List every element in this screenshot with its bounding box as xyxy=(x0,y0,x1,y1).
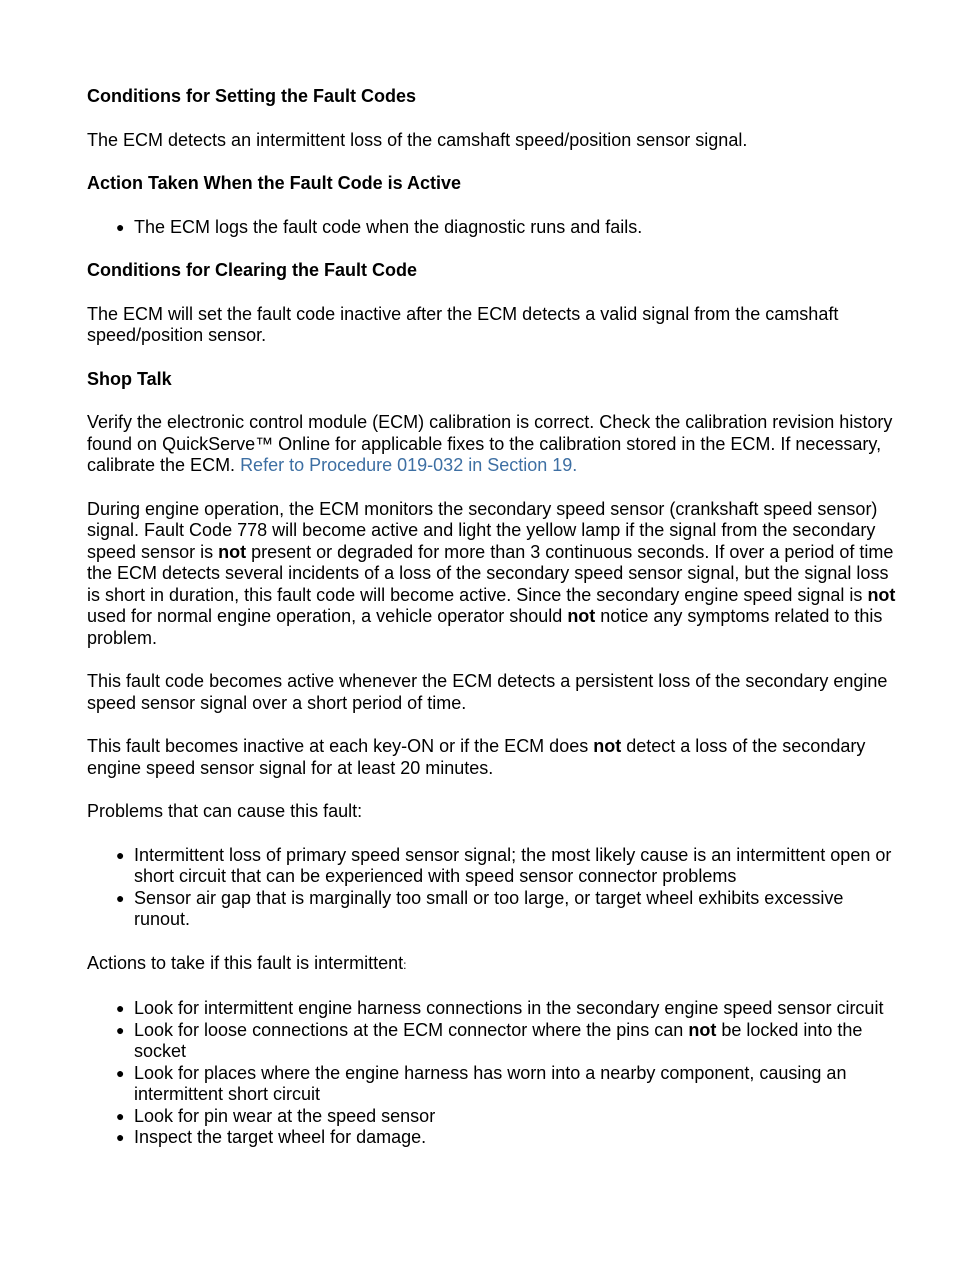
list-item: ● Look for pin wear at the speed sensor xyxy=(116,1105,436,1126)
bullet-icon: ● xyxy=(116,1000,125,1016)
bullet-icon: ● xyxy=(116,1107,125,1124)
bullet-icon: ● xyxy=(116,218,125,235)
emphasis-not: not xyxy=(593,736,622,756)
actions-intro: Actions to take if this fault is intermittent: xyxy=(87,952,407,973)
bullet-icon: ● xyxy=(116,846,125,863)
heading-conditions-clearing: Conditions for Clearing the Fault Code xyxy=(87,260,417,280)
bullet-icon: ● xyxy=(116,1021,125,1038)
shop-talk-paragraph-3: This fault code becomes active whenever the ECM detects a persistent loss of the secondary engine speed sensor signal over a short period of time. xyxy=(87,671,888,713)
procedure-link[interactable]: Refer to Procedure 019-032 in Section 19. xyxy=(240,455,578,475)
bullet-icon: ● xyxy=(116,1129,125,1145)
emphasis-not: not xyxy=(218,541,247,562)
list-item: ● Sensor air gap that is marginally too small or too large, or target wheel exhibits excessive runout. xyxy=(116,887,844,929)
bullet-icon: ● xyxy=(116,1064,125,1081)
conditions-setting-text: The ECM detects an intermittent loss of the camshaft speed/position sensor signal. xyxy=(87,129,748,150)
shop-talk-paragraph-2: During engine operation, the ECM monitors the secondary speed sensor (crankshaft speed sensor) signal. Fault Code 778 will become active and light the yellow lamp if the signal from the secondary speed sensor is not present or degraded for more than 3 continuous seconds. If over a period of time the ECM detects several incidents of a loss of the secondary speed sensor signal, but the signal loss is short in duration, this fault code will become active. Since the secondary engine speed signal is not used for normal engine operation, a vehicle operator should not notice any symptoms related to this problem. xyxy=(87,498,896,648)
emphasis-not: not xyxy=(567,606,596,626)
heading-shop-talk: Shop Talk xyxy=(87,368,172,389)
list-item: ● Look for places where the engine harness has worn into a nearby component, causing an intermittent short circuit xyxy=(116,1062,847,1104)
shop-talk-paragraph-1: Verify the electronic control module (ECM) calibration is correct. Check the calibration revision history found on QuickServe™ Online for applicable fixes to the calibration stored in the ECM. If necessary, calibrate the ECM. Refer to Procedure 019-032 in Section 19. xyxy=(87,412,893,475)
list-item: ● Intermittent loss of primary speed sensor signal; the most likely cause is an intermittent open or short circuit that can be experienced with speed sensor connector problems xyxy=(116,844,892,886)
list-item: ● Look for intermittent engine harness connections in the secondary engine speed sensor circuit xyxy=(116,998,884,1018)
problems-list xyxy=(87,845,897,931)
emphasis-not: not xyxy=(867,584,896,605)
heading-conditions-setting: Conditions for Setting the Fault Codes xyxy=(87,86,416,106)
list-item: ● Look for loose connections at the ECM connector where the pins can not be locked into the socket xyxy=(116,1019,863,1061)
list-item: ● Inspect the target wheel for damage. xyxy=(116,1127,427,1147)
problems-intro: Problems that can cause this fault: xyxy=(87,801,363,821)
bullet-icon: ● xyxy=(116,889,125,906)
clearing-text: The ECM will set the fault code inactive after the ECM detects a valid signal from the camshaft speed/position sensor. xyxy=(87,303,839,345)
actions-list xyxy=(87,998,897,1149)
list-item: ● The ECM logs the fault code when the diagnostic runs and fails. xyxy=(116,216,643,237)
action-list xyxy=(87,217,897,239)
emphasis-not: not xyxy=(688,1019,717,1040)
shop-talk-paragraph-4: This fault becomes inactive at each key-ON or if the ECM does not detect a loss of the secondary engine speed sensor signal for at least 20 minutes. xyxy=(87,736,866,778)
heading-action-taken: Action Taken When the Fault Code is Active xyxy=(87,173,462,193)
